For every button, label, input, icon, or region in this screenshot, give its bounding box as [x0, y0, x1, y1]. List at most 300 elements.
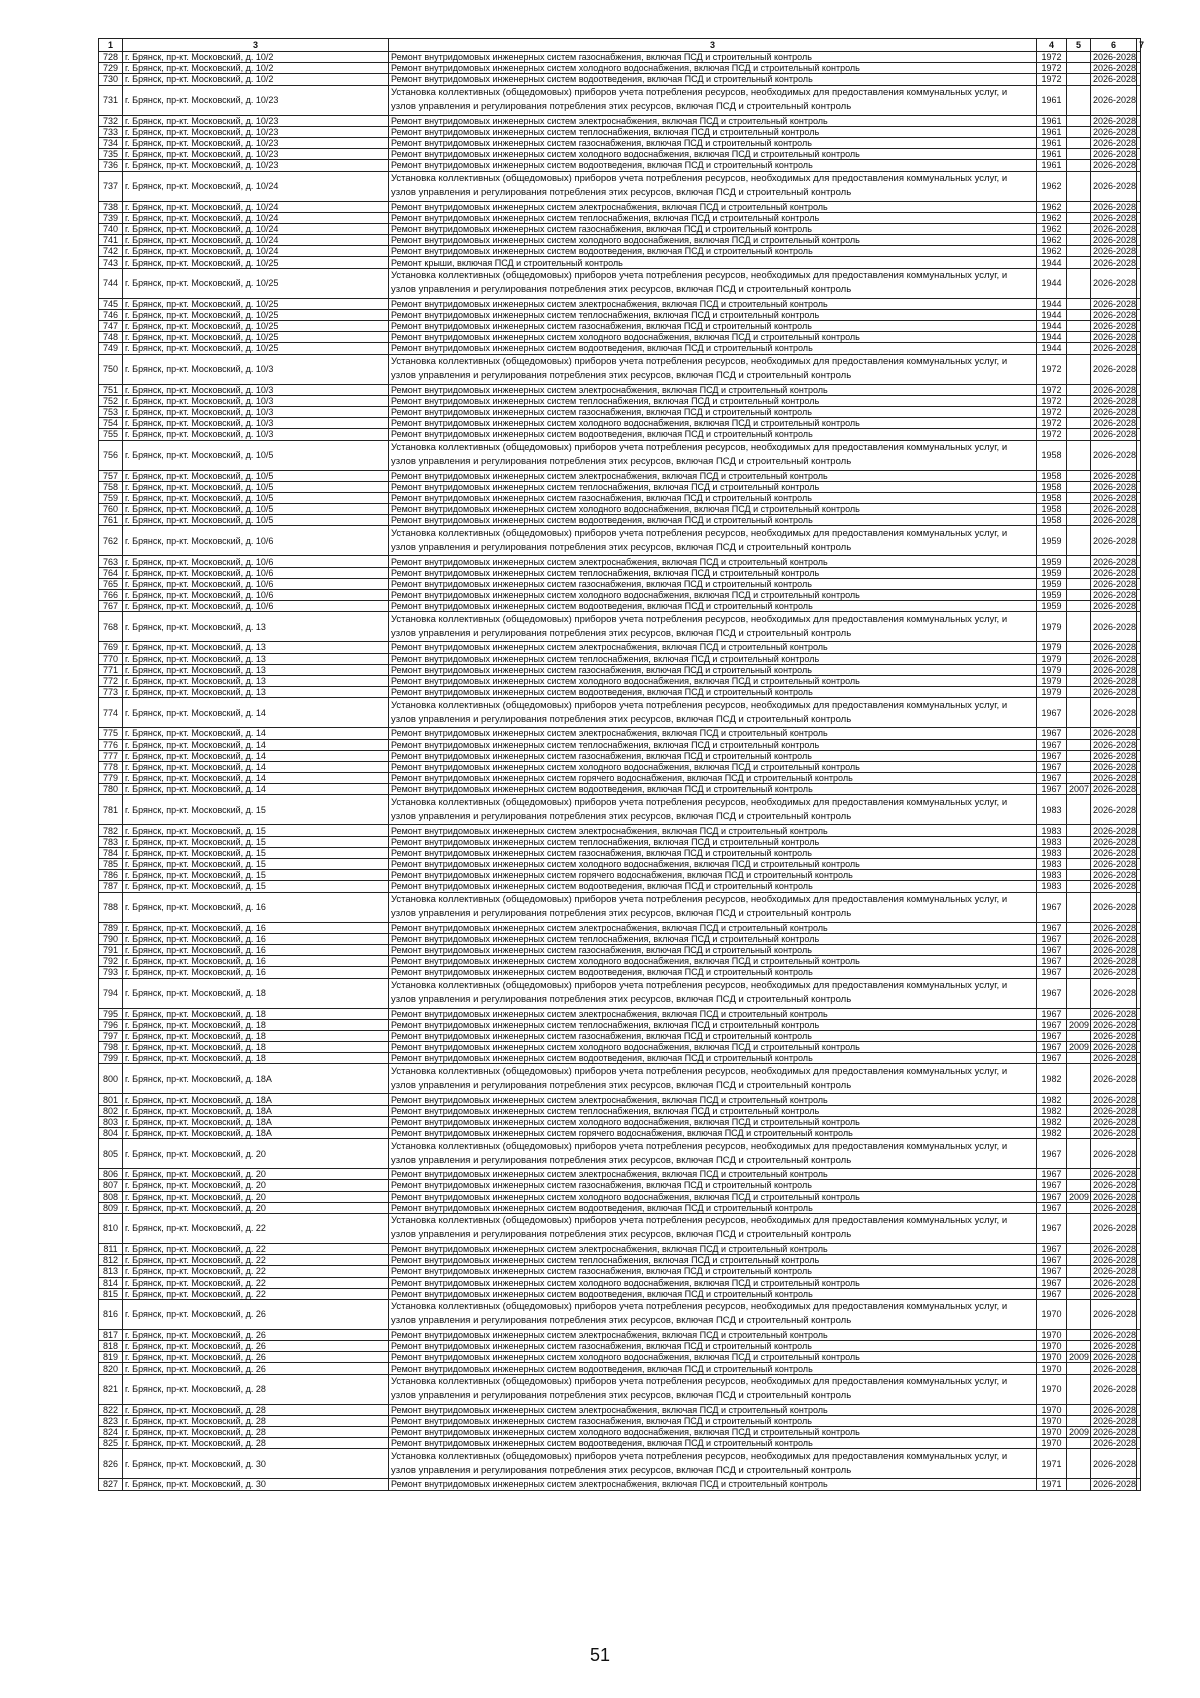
last-repair-year-cell	[1067, 944, 1091, 955]
address-cell: г. Брянск, пр-кт. Московский, д. 10/23	[123, 137, 389, 148]
year-built-cell: 1972	[1037, 418, 1067, 429]
planned-period-cell: 2026-2028	[1091, 149, 1137, 160]
planned-period-cell: 2026-2028	[1091, 298, 1137, 309]
extra-cell	[1137, 1255, 1141, 1266]
table-row	[99, 933, 1141, 944]
row-number: 769	[99, 642, 123, 653]
table-row	[99, 1374, 1141, 1404]
year-built-cell: 1959	[1037, 601, 1067, 612]
address-cell: г. Брянск, пр-кт. Московский, д. 18А	[123, 1064, 389, 1094]
work-description: Установка коллективных (общедомовых) приборов учета потребления ресурсов, необходимых для предоставления коммунальных услуг, и узлов управления и регулирования потребления этих ресурсов, включая ПСД и строительный контроль	[389, 1299, 1037, 1329]
work-description: Ремонт внутридомовых инженерных систем газоснабжения, включая ПСД и строительный контроль	[389, 1030, 1037, 1041]
extra-cell	[1137, 1243, 1141, 1254]
address-cell: г. Брянск, пр-кт. Московский, д. 26	[123, 1341, 389, 1352]
last-repair-year-cell	[1067, 1064, 1091, 1094]
extra-cell	[1137, 836, 1141, 847]
last-repair-year-cell	[1067, 85, 1091, 115]
extra-cell	[1137, 922, 1141, 933]
address-cell: г. Брянск, пр-кт. Московский, д. 10/25	[123, 298, 389, 309]
planned-period-cell: 2026-2028	[1091, 63, 1137, 74]
work-description: Ремонт внутридомовых инженерных систем холодного водоснабжения, включая ПСД и строительный контроль	[389, 859, 1037, 870]
planned-period-cell: 2026-2028	[1091, 126, 1137, 137]
work-description: Ремонт внутридомовых инженерных систем водоотведения, включая ПСД и строительный контроль	[389, 967, 1037, 978]
extra-cell	[1137, 126, 1141, 137]
extra-cell	[1137, 85, 1141, 115]
document-sheet	[98, 38, 1145, 1491]
work-description: Ремонт внутридомовых инженерных систем газоснабжения, включая ПСД и строительный контроль	[389, 750, 1037, 761]
extra-cell	[1137, 750, 1141, 761]
row-number: 729	[99, 63, 123, 74]
work-description: Ремонт внутридомовых инженерных систем электроснабжения, включая ПСД и строительный контроль	[389, 922, 1037, 933]
work-description: Ремонт внутридомовых инженерных систем газоснабжения, включая ПСД и строительный контроль	[389, 223, 1037, 234]
planned-period-cell: 2026-2028	[1091, 1243, 1137, 1254]
address-cell: г. Брянск, пр-кт. Московский, д. 13	[123, 664, 389, 675]
planned-period-cell: 2026-2028	[1091, 881, 1137, 892]
extra-cell	[1137, 967, 1141, 978]
last-repair-year-cell	[1067, 268, 1091, 298]
table-row	[99, 470, 1141, 481]
year-built-cell: 1982	[1037, 1105, 1067, 1116]
planned-period-cell: 2026-2028	[1091, 429, 1137, 440]
last-repair-year-cell	[1067, 298, 1091, 309]
planned-period-cell: 2026-2028	[1091, 1105, 1137, 1116]
table-row	[99, 556, 1141, 567]
year-built-cell: 1967	[1037, 1213, 1067, 1243]
last-repair-year-cell	[1067, 52, 1091, 63]
address-cell: г. Брянск, пр-кт. Московский, д. 30	[123, 1479, 389, 1490]
table-row	[99, 1064, 1141, 1094]
header-cell: 5	[1067, 39, 1091, 52]
table-row	[99, 268, 1141, 298]
planned-period-cell: 2026-2028	[1091, 773, 1137, 784]
table-row	[99, 1449, 1141, 1479]
last-repair-year-cell	[1067, 825, 1091, 836]
extra-cell	[1137, 956, 1141, 967]
last-repair-year-cell	[1067, 115, 1091, 126]
year-built-cell: 1967	[1037, 1180, 1067, 1191]
year-built-cell: 1967	[1037, 1277, 1067, 1288]
year-built-cell: 1962	[1037, 235, 1067, 246]
planned-period-cell: 2026-2028	[1091, 1213, 1137, 1243]
planned-period-cell: 2026-2028	[1091, 675, 1137, 686]
table-row	[99, 1266, 1141, 1277]
table-row	[99, 492, 1141, 503]
work-description: Ремонт внутридомовых инженерных систем водоотведения, включая ПСД и строительный контроль	[389, 1288, 1037, 1299]
row-number: 816	[99, 1299, 123, 1329]
extra-cell	[1137, 1128, 1141, 1139]
work-description: Ремонт внутридомовых инженерных систем газоснабжения, включая ПСД и строительный контроль	[389, 492, 1037, 503]
planned-period-cell: 2026-2028	[1091, 1341, 1137, 1352]
table-row	[99, 1404, 1141, 1415]
row-number: 795	[99, 1008, 123, 1019]
planned-period-cell: 2026-2028	[1091, 115, 1137, 126]
planned-period-cell: 2026-2028	[1091, 567, 1137, 578]
work-description: Ремонт внутридомовых инженерных систем газоснабжения, включая ПСД и строительный контроль	[389, 847, 1037, 858]
work-description: Ремонт внутридомовых инженерных систем водоотведения, включая ПСД и строительный контроль	[389, 687, 1037, 698]
extra-cell	[1137, 332, 1141, 343]
header-cell: 3	[389, 39, 1037, 52]
row-number: 739	[99, 212, 123, 223]
row-number: 782	[99, 825, 123, 836]
year-built-cell: 1959	[1037, 590, 1067, 601]
planned-period-cell: 2026-2028	[1091, 922, 1137, 933]
year-built-cell: 1979	[1037, 687, 1067, 698]
table-row	[99, 1169, 1141, 1180]
address-cell: г. Брянск, пр-кт. Московский, д. 10/2	[123, 74, 389, 85]
extra-cell	[1137, 556, 1141, 567]
work-description: Ремонт внутридомовых инженерных систем холодного водоснабжения, включая ПСД и строительный контроль	[389, 675, 1037, 686]
table-row	[99, 1288, 1141, 1299]
planned-period-cell: 2026-2028	[1091, 612, 1137, 642]
extra-cell	[1137, 246, 1141, 257]
last-repair-year-cell	[1067, 354, 1091, 384]
work-description: Ремонт внутридомовых инженерных систем электроснабжения, включая ПСД и строительный контроль	[389, 728, 1037, 739]
row-number: 823	[99, 1415, 123, 1426]
table-row	[99, 1438, 1141, 1449]
last-repair-year-cell	[1067, 257, 1091, 268]
last-repair-year-cell	[1067, 126, 1091, 137]
row-number: 808	[99, 1191, 123, 1202]
table-row	[99, 1363, 1141, 1374]
extra-cell	[1137, 784, 1141, 795]
address-cell: г. Брянск, пр-кт. Московский, д. 10/3	[123, 395, 389, 406]
table-row	[99, 212, 1141, 223]
work-description: Ремонт внутридомовых инженерных систем газоснабжения, включая ПСД и строительный контроль	[389, 321, 1037, 332]
last-repair-year-cell	[1067, 1030, 1091, 1041]
table-row	[99, 298, 1141, 309]
table-row	[99, 354, 1141, 384]
table-row	[99, 1202, 1141, 1213]
table-row	[99, 653, 1141, 664]
work-description: Ремонт внутридомовых инженерных систем газоснабжения, включая ПСД и строительный контроль	[389, 1341, 1037, 1352]
row-number: 807	[99, 1180, 123, 1191]
year-built-cell: 1982	[1037, 1064, 1067, 1094]
row-number: 766	[99, 590, 123, 601]
work-description: Ремонт внутридомовых инженерных систем теплоснабжения, включая ПСД и строительный контроль	[389, 481, 1037, 492]
last-repair-year-cell	[1067, 590, 1091, 601]
planned-period-cell: 2026-2028	[1091, 526, 1137, 556]
extra-cell	[1137, 881, 1141, 892]
extra-cell	[1137, 739, 1141, 750]
last-repair-year-cell	[1067, 1415, 1091, 1426]
year-built-cell: 1967	[1037, 1169, 1067, 1180]
last-repair-year-cell	[1067, 847, 1091, 858]
row-number: 759	[99, 492, 123, 503]
address-cell: г. Брянск, пр-кт. Московский, д. 14	[123, 698, 389, 728]
row-number: 825	[99, 1438, 123, 1449]
year-built-cell: 1967	[1037, 892, 1067, 922]
year-built-cell: 1967	[1037, 1266, 1067, 1277]
table-row	[99, 201, 1141, 212]
extra-cell	[1137, 235, 1141, 246]
year-built-cell: 1970	[1037, 1404, 1067, 1415]
year-built-cell: 1959	[1037, 567, 1067, 578]
planned-period-cell: 2026-2028	[1091, 1191, 1137, 1202]
table-row	[99, 1352, 1141, 1363]
extra-cell	[1137, 1341, 1141, 1352]
year-built-cell: 1944	[1037, 321, 1067, 332]
year-built-cell: 1967	[1037, 1053, 1067, 1064]
row-number: 811	[99, 1243, 123, 1254]
row-number: 793	[99, 967, 123, 978]
year-built-cell: 1972	[1037, 63, 1067, 74]
year-built-cell: 1982	[1037, 1094, 1067, 1105]
year-built-cell: 1961	[1037, 85, 1067, 115]
work-description: Ремонт внутридомовых инженерных систем теплоснабжения, включая ПСД и строительный контроль	[389, 653, 1037, 664]
extra-cell	[1137, 698, 1141, 728]
planned-period-cell: 2026-2028	[1091, 384, 1137, 395]
planned-period-cell: 2026-2028	[1091, 1266, 1137, 1277]
extra-cell	[1137, 1415, 1141, 1426]
planned-period-cell: 2026-2028	[1091, 1202, 1137, 1213]
last-repair-year-cell	[1067, 1255, 1091, 1266]
work-description: Ремонт внутридомовых инженерных систем холодного водоснабжения, включая ПСД и строительный контроль	[389, 149, 1037, 160]
row-number: 783	[99, 836, 123, 847]
planned-period-cell: 2026-2028	[1091, 440, 1137, 470]
year-built-cell: 1967	[1037, 1243, 1067, 1254]
work-description: Ремонт внутридомовых инженерных систем электроснабжения, включая ПСД и строительный контроль	[389, 115, 1037, 126]
year-built-cell: 1972	[1037, 52, 1067, 63]
last-repair-year-cell	[1067, 933, 1091, 944]
extra-cell	[1137, 1449, 1141, 1479]
extra-cell	[1137, 1030, 1141, 1041]
address-cell: г. Брянск, пр-кт. Московский, д. 10/25	[123, 268, 389, 298]
work-description: Ремонт внутридомовых инженерных систем электроснабжения, включая ПСД и строительный контроль	[389, 1094, 1037, 1105]
table-row	[99, 384, 1141, 395]
work-description: Ремонт внутридомовых инженерных систем водоотведения, включая ПСД и строительный контроль	[389, 160, 1037, 171]
work-description: Установка коллективных (общедомовых) приборов учета потребления ресурсов, необходимых для предоставления коммунальных услуг, и узлов управления и регулирования потребления этих ресурсов, включая ПСД и строительный контроль	[389, 85, 1037, 115]
year-built-cell: 1970	[1037, 1415, 1067, 1426]
row-number: 803	[99, 1116, 123, 1127]
last-repair-year-cell	[1067, 956, 1091, 967]
planned-period-cell: 2026-2028	[1091, 160, 1137, 171]
planned-period-cell: 2026-2028	[1091, 332, 1137, 343]
address-cell: г. Брянск, пр-кт. Московский, д. 16	[123, 922, 389, 933]
row-number: 820	[99, 1363, 123, 1374]
address-cell: г. Брянск, пр-кт. Московский, д. 14	[123, 739, 389, 750]
year-built-cell: 1967	[1037, 1288, 1067, 1299]
extra-cell	[1137, 590, 1141, 601]
address-cell: г. Брянск, пр-кт. Московский, д. 10/24	[123, 223, 389, 234]
row-number: 747	[99, 321, 123, 332]
row-number: 801	[99, 1094, 123, 1105]
table-row	[99, 892, 1141, 922]
extra-cell	[1137, 664, 1141, 675]
extra-cell	[1137, 406, 1141, 417]
year-built-cell: 1959	[1037, 556, 1067, 567]
year-built-cell: 1983	[1037, 847, 1067, 858]
address-cell: г. Брянск, пр-кт. Московский, д. 16	[123, 892, 389, 922]
address-cell: г. Брянск, пр-кт. Московский, д. 10/23	[123, 160, 389, 171]
work-description: Ремонт внутридомовых инженерных систем электроснабжения, включая ПСД и строительный контроль	[389, 1479, 1037, 1490]
address-cell: г. Брянск, пр-кт. Московский, д. 26	[123, 1352, 389, 1363]
planned-period-cell: 2026-2028	[1091, 343, 1137, 354]
extra-cell	[1137, 1105, 1141, 1116]
address-cell: г. Брянск, пр-кт. Московский, д. 15	[123, 795, 389, 825]
planned-period-cell: 2026-2028	[1091, 1008, 1137, 1019]
address-cell: г. Брянск, пр-кт. Московский, д. 28	[123, 1415, 389, 1426]
year-built-cell: 1972	[1037, 384, 1067, 395]
address-cell: г. Брянск, пр-кт. Московский, д. 20	[123, 1191, 389, 1202]
extra-cell	[1137, 675, 1141, 686]
last-repair-year-cell	[1067, 653, 1091, 664]
table-row	[99, 515, 1141, 526]
extra-cell	[1137, 1116, 1141, 1127]
extra-cell	[1137, 309, 1141, 320]
planned-period-cell: 2026-2028	[1091, 1139, 1137, 1169]
year-built-cell: 1967	[1037, 698, 1067, 728]
address-cell: г. Брянск, пр-кт. Московский, д. 18А	[123, 1105, 389, 1116]
planned-period-cell: 2026-2028	[1091, 978, 1137, 1008]
last-repair-year-cell	[1067, 332, 1091, 343]
work-description: Установка коллективных (общедомовых) приборов учета потребления ресурсов, необходимых для предоставления коммунальных услуг, и узлов управления и регулирования потребления этих ресурсов, включая ПСД и строительный контроль	[389, 978, 1037, 1008]
year-built-cell: 1970	[1037, 1341, 1067, 1352]
extra-cell	[1137, 298, 1141, 309]
planned-period-cell: 2026-2028	[1091, 1128, 1137, 1139]
work-description: Ремонт внутридомовых инженерных систем газоснабжения, включая ПСД и строительный контроль	[389, 1266, 1037, 1277]
extra-cell	[1137, 612, 1141, 642]
address-cell: г. Брянск, пр-кт. Московский, д. 13	[123, 687, 389, 698]
year-built-cell: 1967	[1037, 773, 1067, 784]
work-description: Установка коллективных (общедомовых) приборов учета потребления ресурсов, необходимых для предоставления коммунальных услуг, и узлов управления и регулирования потребления этих ресурсов, включая ПСД и строительный контроль	[389, 440, 1037, 470]
address-cell: г. Брянск, пр-кт. Московский, д. 18	[123, 1030, 389, 1041]
year-built-cell: 1972	[1037, 429, 1067, 440]
extra-cell	[1137, 1213, 1141, 1243]
last-repair-year-cell	[1067, 687, 1091, 698]
address-cell: г. Брянск, пр-кт. Московский, д. 10/25	[123, 321, 389, 332]
planned-period-cell: 2026-2028	[1091, 847, 1137, 858]
last-repair-year-cell	[1067, 1266, 1091, 1277]
address-cell: г. Брянск, пр-кт. Московский, д. 10/5	[123, 481, 389, 492]
table-row	[99, 171, 1141, 201]
address-cell: г. Брянск, пр-кт. Московский, д. 10/23	[123, 126, 389, 137]
year-built-cell: 1967	[1037, 1255, 1067, 1266]
extra-cell	[1137, 504, 1141, 515]
work-description: Ремонт внутридомовых инженерных систем водоотведения, включая ПСД и строительный контроль	[389, 429, 1037, 440]
row-number: 735	[99, 149, 123, 160]
table-row	[99, 1008, 1141, 1019]
extra-cell	[1137, 470, 1141, 481]
extra-cell	[1137, 1019, 1141, 1030]
planned-period-cell: 2026-2028	[1091, 601, 1137, 612]
work-description: Ремонт внутридомовых инженерных систем теплоснабжения, включая ПСД и строительный контроль	[389, 309, 1037, 320]
extra-cell	[1137, 1266, 1141, 1277]
year-built-cell: 1967	[1037, 944, 1067, 955]
table-row	[99, 956, 1141, 967]
extra-cell	[1137, 892, 1141, 922]
planned-period-cell: 2026-2028	[1091, 492, 1137, 503]
planned-period-cell: 2026-2028	[1091, 74, 1137, 85]
last-repair-year-cell	[1067, 978, 1091, 1008]
address-cell: г. Брянск, пр-кт. Московский, д. 28	[123, 1438, 389, 1449]
row-number: 800	[99, 1064, 123, 1094]
planned-period-cell: 2026-2028	[1091, 1329, 1137, 1340]
planned-period-cell: 2026-2028	[1091, 578, 1137, 589]
extra-cell	[1137, 395, 1141, 406]
planned-period-cell: 2026-2028	[1091, 761, 1137, 772]
year-built-cell: 1967	[1037, 1042, 1067, 1053]
extra-cell	[1137, 160, 1141, 171]
address-cell: г. Брянск, пр-кт. Московский, д. 18	[123, 978, 389, 1008]
last-repair-year-cell	[1067, 470, 1091, 481]
last-repair-year-cell	[1067, 1288, 1091, 1299]
last-repair-year-cell	[1067, 1329, 1091, 1340]
work-description: Ремонт внутридомовых инженерных систем электроснабжения, включая ПСД и строительный контроль	[389, 642, 1037, 653]
planned-period-cell: 2026-2028	[1091, 1053, 1137, 1064]
work-description: Ремонт внутридомовых инженерных систем электроснабжения, включая ПСД и строительный контроль	[389, 825, 1037, 836]
address-cell: г. Брянск, пр-кт. Московский, д. 18А	[123, 1094, 389, 1105]
table-row	[99, 825, 1141, 836]
page-number: 51	[589, 1645, 611, 1665]
extra-cell	[1137, 1053, 1141, 1064]
address-cell: г. Брянск, пр-кт. Московский, д. 10/25	[123, 332, 389, 343]
extra-cell	[1137, 1191, 1141, 1202]
year-built-cell: 1958	[1037, 515, 1067, 526]
row-number: 757	[99, 470, 123, 481]
row-number: 736	[99, 160, 123, 171]
extra-cell	[1137, 1288, 1141, 1299]
extra-cell	[1137, 171, 1141, 201]
row-number: 743	[99, 257, 123, 268]
year-built-cell: 1962	[1037, 201, 1067, 212]
extra-cell	[1137, 492, 1141, 503]
extra-cell	[1137, 1064, 1141, 1094]
planned-period-cell: 2026-2028	[1091, 653, 1137, 664]
address-cell: г. Брянск, пр-кт. Московский, д. 13	[123, 642, 389, 653]
work-description: Ремонт внутридомовых инженерных систем теплоснабжения, включая ПСД и строительный контроль	[389, 1255, 1037, 1266]
year-built-cell: 1958	[1037, 481, 1067, 492]
row-number: 750	[99, 354, 123, 384]
header-cell: 6	[1091, 39, 1137, 52]
extra-cell	[1137, 481, 1141, 492]
planned-period-cell: 2026-2028	[1091, 933, 1137, 944]
row-number: 802	[99, 1105, 123, 1116]
row-number: 779	[99, 773, 123, 784]
planned-period-cell: 2026-2028	[1091, 223, 1137, 234]
last-repair-year-cell	[1067, 578, 1091, 589]
last-repair-year-cell	[1067, 160, 1091, 171]
row-number: 815	[99, 1288, 123, 1299]
last-repair-year-cell	[1067, 870, 1091, 881]
work-description: Установка коллективных (общедомовых) приборов учета потребления ресурсов, необходимых для предоставления коммунальных услуг, и узлов управления и регулирования потребления этих ресурсов, включая ПСД и строительный контроль	[389, 1139, 1037, 1169]
row-number: 797	[99, 1030, 123, 1041]
work-description: Ремонт внутридомовых инженерных систем теплоснабжения, включая ПСД и строительный контроль	[389, 836, 1037, 847]
planned-period-cell: 2026-2028	[1091, 1019, 1137, 1030]
address-cell: г. Брянск, пр-кт. Московский, д. 10/5	[123, 440, 389, 470]
planned-period-cell: 2026-2028	[1091, 201, 1137, 212]
table-row	[99, 739, 1141, 750]
year-built-cell: 1962	[1037, 246, 1067, 257]
extra-cell	[1137, 343, 1141, 354]
work-description: Ремонт внутридомовых инженерных систем горячего водоснабжения, включая ПСД и строительный контроль	[389, 870, 1037, 881]
table-row	[99, 1191, 1141, 1202]
table-row	[99, 1094, 1141, 1105]
address-cell: г. Брянск, пр-кт. Московский, д. 15	[123, 825, 389, 836]
table-row	[99, 429, 1141, 440]
table-row	[99, 257, 1141, 268]
work-description: Ремонт внутридомовых инженерных систем теплоснабжения, включая ПСД и строительный контроль	[389, 739, 1037, 750]
year-built-cell: 1944	[1037, 257, 1067, 268]
address-cell: г. Брянск, пр-кт. Московский, д. 16	[123, 933, 389, 944]
extra-cell	[1137, 578, 1141, 589]
address-cell: г. Брянск, пр-кт. Московский, д. 10/25	[123, 343, 389, 354]
extra-cell	[1137, 137, 1141, 148]
work-description: Установка коллективных (общедомовых) приборов учета потребления ресурсов, необходимых для предоставления коммунальных услуг, и узлов управления и регулирования потребления этих ресурсов, включая ПСД и строительный контроль	[389, 1213, 1037, 1243]
extra-cell	[1137, 933, 1141, 944]
extra-cell	[1137, 74, 1141, 85]
planned-period-cell: 2026-2028	[1091, 590, 1137, 601]
address-cell: г. Брянск, пр-кт. Московский, д. 10/5	[123, 492, 389, 503]
